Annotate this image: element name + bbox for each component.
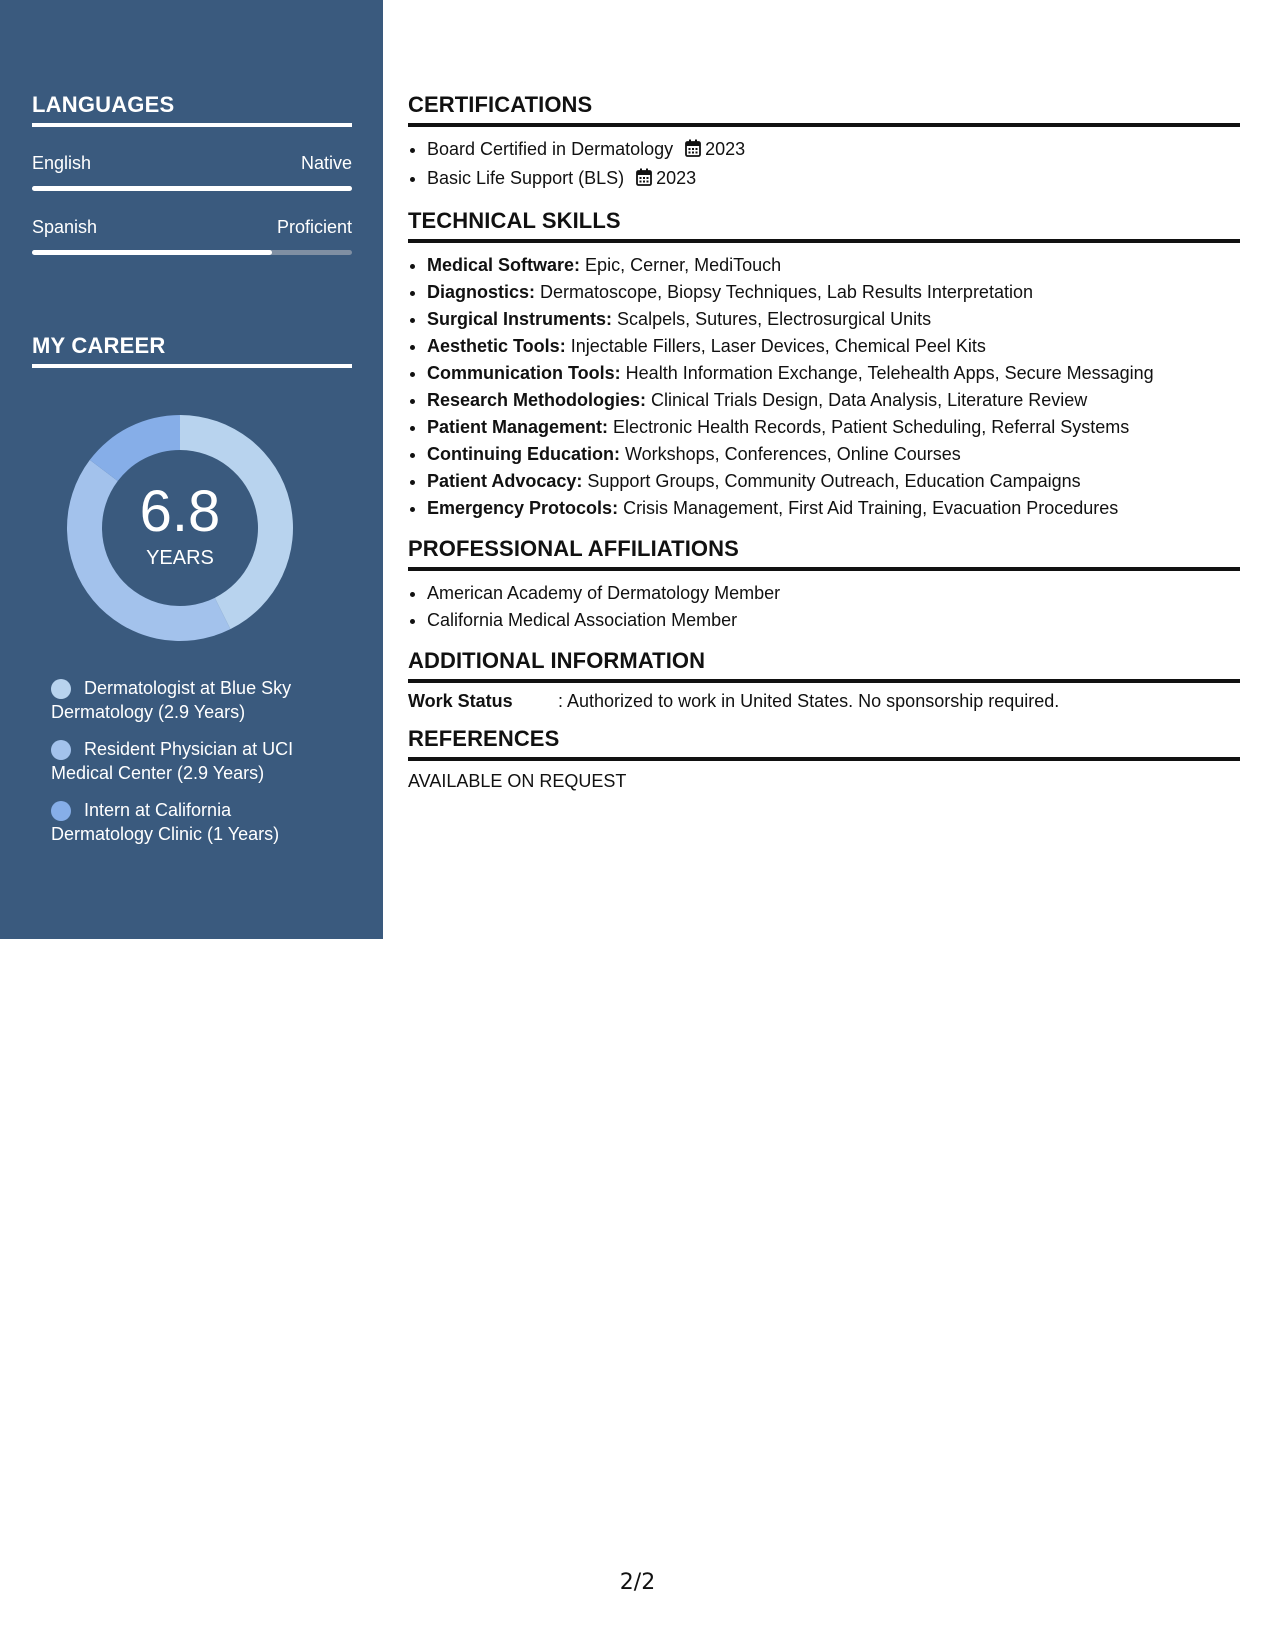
page-number: 2/2 (619, 1570, 656, 1595)
career-total-unit: YEARS (146, 546, 214, 569)
skill-label: Medical Software: (427, 255, 581, 275)
languages-section (32, 92, 352, 255)
skill-value: Crisis Management, First Aid Training, Evacuation Procedures (618, 498, 1119, 518)
career-donut-chart (62, 410, 298, 646)
skill-label: Surgical Instruments: (427, 309, 613, 329)
skill-item (427, 468, 1240, 495)
skills-list (408, 252, 1240, 522)
affiliations-title: PROFESSIONAL AFFILIATIONS (408, 536, 1240, 571)
certification-item (427, 165, 1240, 194)
work-status-value: : Authorized to work in United States. No sponsorship required. (558, 691, 1060, 711)
language-bar-fill (32, 186, 352, 191)
skill-value: Workshops, Conferences, Online Courses (619, 444, 961, 464)
skill-label: Emergency Protocols: (427, 498, 619, 518)
certification-name: Board Certified in Dermatology (427, 139, 674, 159)
language-bar (32, 186, 352, 191)
references-text: AVAILABLE ON REQUEST (408, 771, 627, 791)
skill-label: Patient Management: (427, 417, 609, 437)
career-legend-item (51, 798, 321, 846)
skill-item (427, 495, 1240, 522)
affiliations-list (408, 580, 1240, 634)
skills-section (408, 208, 1240, 522)
languages-list (32, 153, 352, 255)
skill-label: Research Methodologies: (427, 390, 647, 410)
skill-label: Diagnostics: (427, 282, 536, 302)
certification-year: 2023 (656, 168, 697, 188)
affiliation-item: • American Academy of Dermatology Member (427, 580, 1240, 607)
skill-item (427, 441, 1240, 468)
skill-label: Communication Tools: (427, 363, 621, 383)
career-legend-dot (51, 801, 71, 821)
references-section (408, 726, 1240, 792)
certification-item (427, 136, 1240, 165)
language-name: Spanish (32, 217, 98, 237)
calendar-icon (685, 138, 701, 165)
skill-value: Electronic Health Records, Patient Scheduling, Referral Systems (608, 417, 1130, 437)
skill-item (427, 279, 1240, 306)
language-name: English (32, 153, 92, 173)
skill-value: Support Groups, Community Outreach, Education Campaigns (582, 471, 1081, 491)
additional-section (408, 648, 1240, 712)
skill-item (427, 387, 1240, 414)
certifications-title: CERTIFICATIONS (408, 92, 1240, 127)
skill-label: Patient Advocacy: (427, 471, 583, 491)
certification-name: Basic Life Support (BLS) (427, 168, 625, 188)
donut-center (62, 410, 298, 646)
sidebar (0, 0, 383, 939)
language-level: Native (300, 153, 352, 173)
career-title: MY CAREER (32, 333, 352, 368)
calendar-icon (636, 167, 652, 194)
languages-title: LANGUAGES (32, 92, 352, 127)
work-status-row (408, 691, 1240, 712)
affiliations-section (408, 536, 1240, 634)
skill-item (427, 333, 1240, 360)
skill-value: Injectable Fillers, Laser Devices, Chemical Peel Kits (565, 336, 986, 356)
language-bar (32, 250, 352, 255)
skills-title: TECHNICAL SKILLS (408, 208, 1240, 243)
career-legend-label: Dermatologist at Blue Sky Dermatology (2.9 Years) (51, 678, 292, 722)
career-legend-label: Intern at California Dermatology Clinic (1 Years) (51, 800, 280, 844)
skill-value: Scalpels, Sutures, Electrosurgical Units (612, 309, 932, 329)
skill-item (427, 306, 1240, 333)
career-legend (51, 676, 321, 859)
skill-label: Continuing Education: (427, 444, 620, 464)
language-row (32, 217, 352, 238)
additional-title: ADDITIONAL INFORMATION (408, 648, 1240, 683)
career-legend-item (51, 676, 321, 724)
career-total-value: 6.8 (139, 478, 221, 544)
career-section (32, 333, 352, 368)
references-title: REFERENCES (408, 726, 1240, 761)
main-content (408, 92, 1240, 806)
certification-year: 2023 (705, 139, 746, 159)
work-status-label: Work Status (408, 691, 513, 711)
affiliation-item: • California Medical Association Member (427, 607, 1240, 634)
skill-value: Dermatoscope, Biopsy Techniques, Lab Results Interpretation (535, 282, 1033, 302)
skill-label: Aesthetic Tools: (427, 336, 566, 356)
career-legend-dot (51, 740, 71, 760)
language-level: Proficient (276, 217, 352, 237)
career-legend-label: Resident Physician at UCI Medical Center (2.9 Years) (51, 739, 294, 783)
career-legend-dot (51, 679, 71, 699)
skill-value: Epic, Cerner, MediTouch (580, 255, 782, 275)
skill-item (427, 414, 1240, 441)
certifications-list (408, 136, 1240, 194)
skill-item (427, 360, 1240, 387)
career-legend-item (51, 737, 321, 785)
skill-item (427, 252, 1240, 279)
skill-value: Health Information Exchange, Telehealth Apps, Secure Messaging (620, 363, 1154, 383)
language-bar-fill (32, 250, 272, 255)
certifications-section (408, 92, 1240, 194)
skill-value: Clinical Trials Design, Data Analysis, Literature Review (646, 390, 1088, 410)
language-row (32, 153, 352, 174)
